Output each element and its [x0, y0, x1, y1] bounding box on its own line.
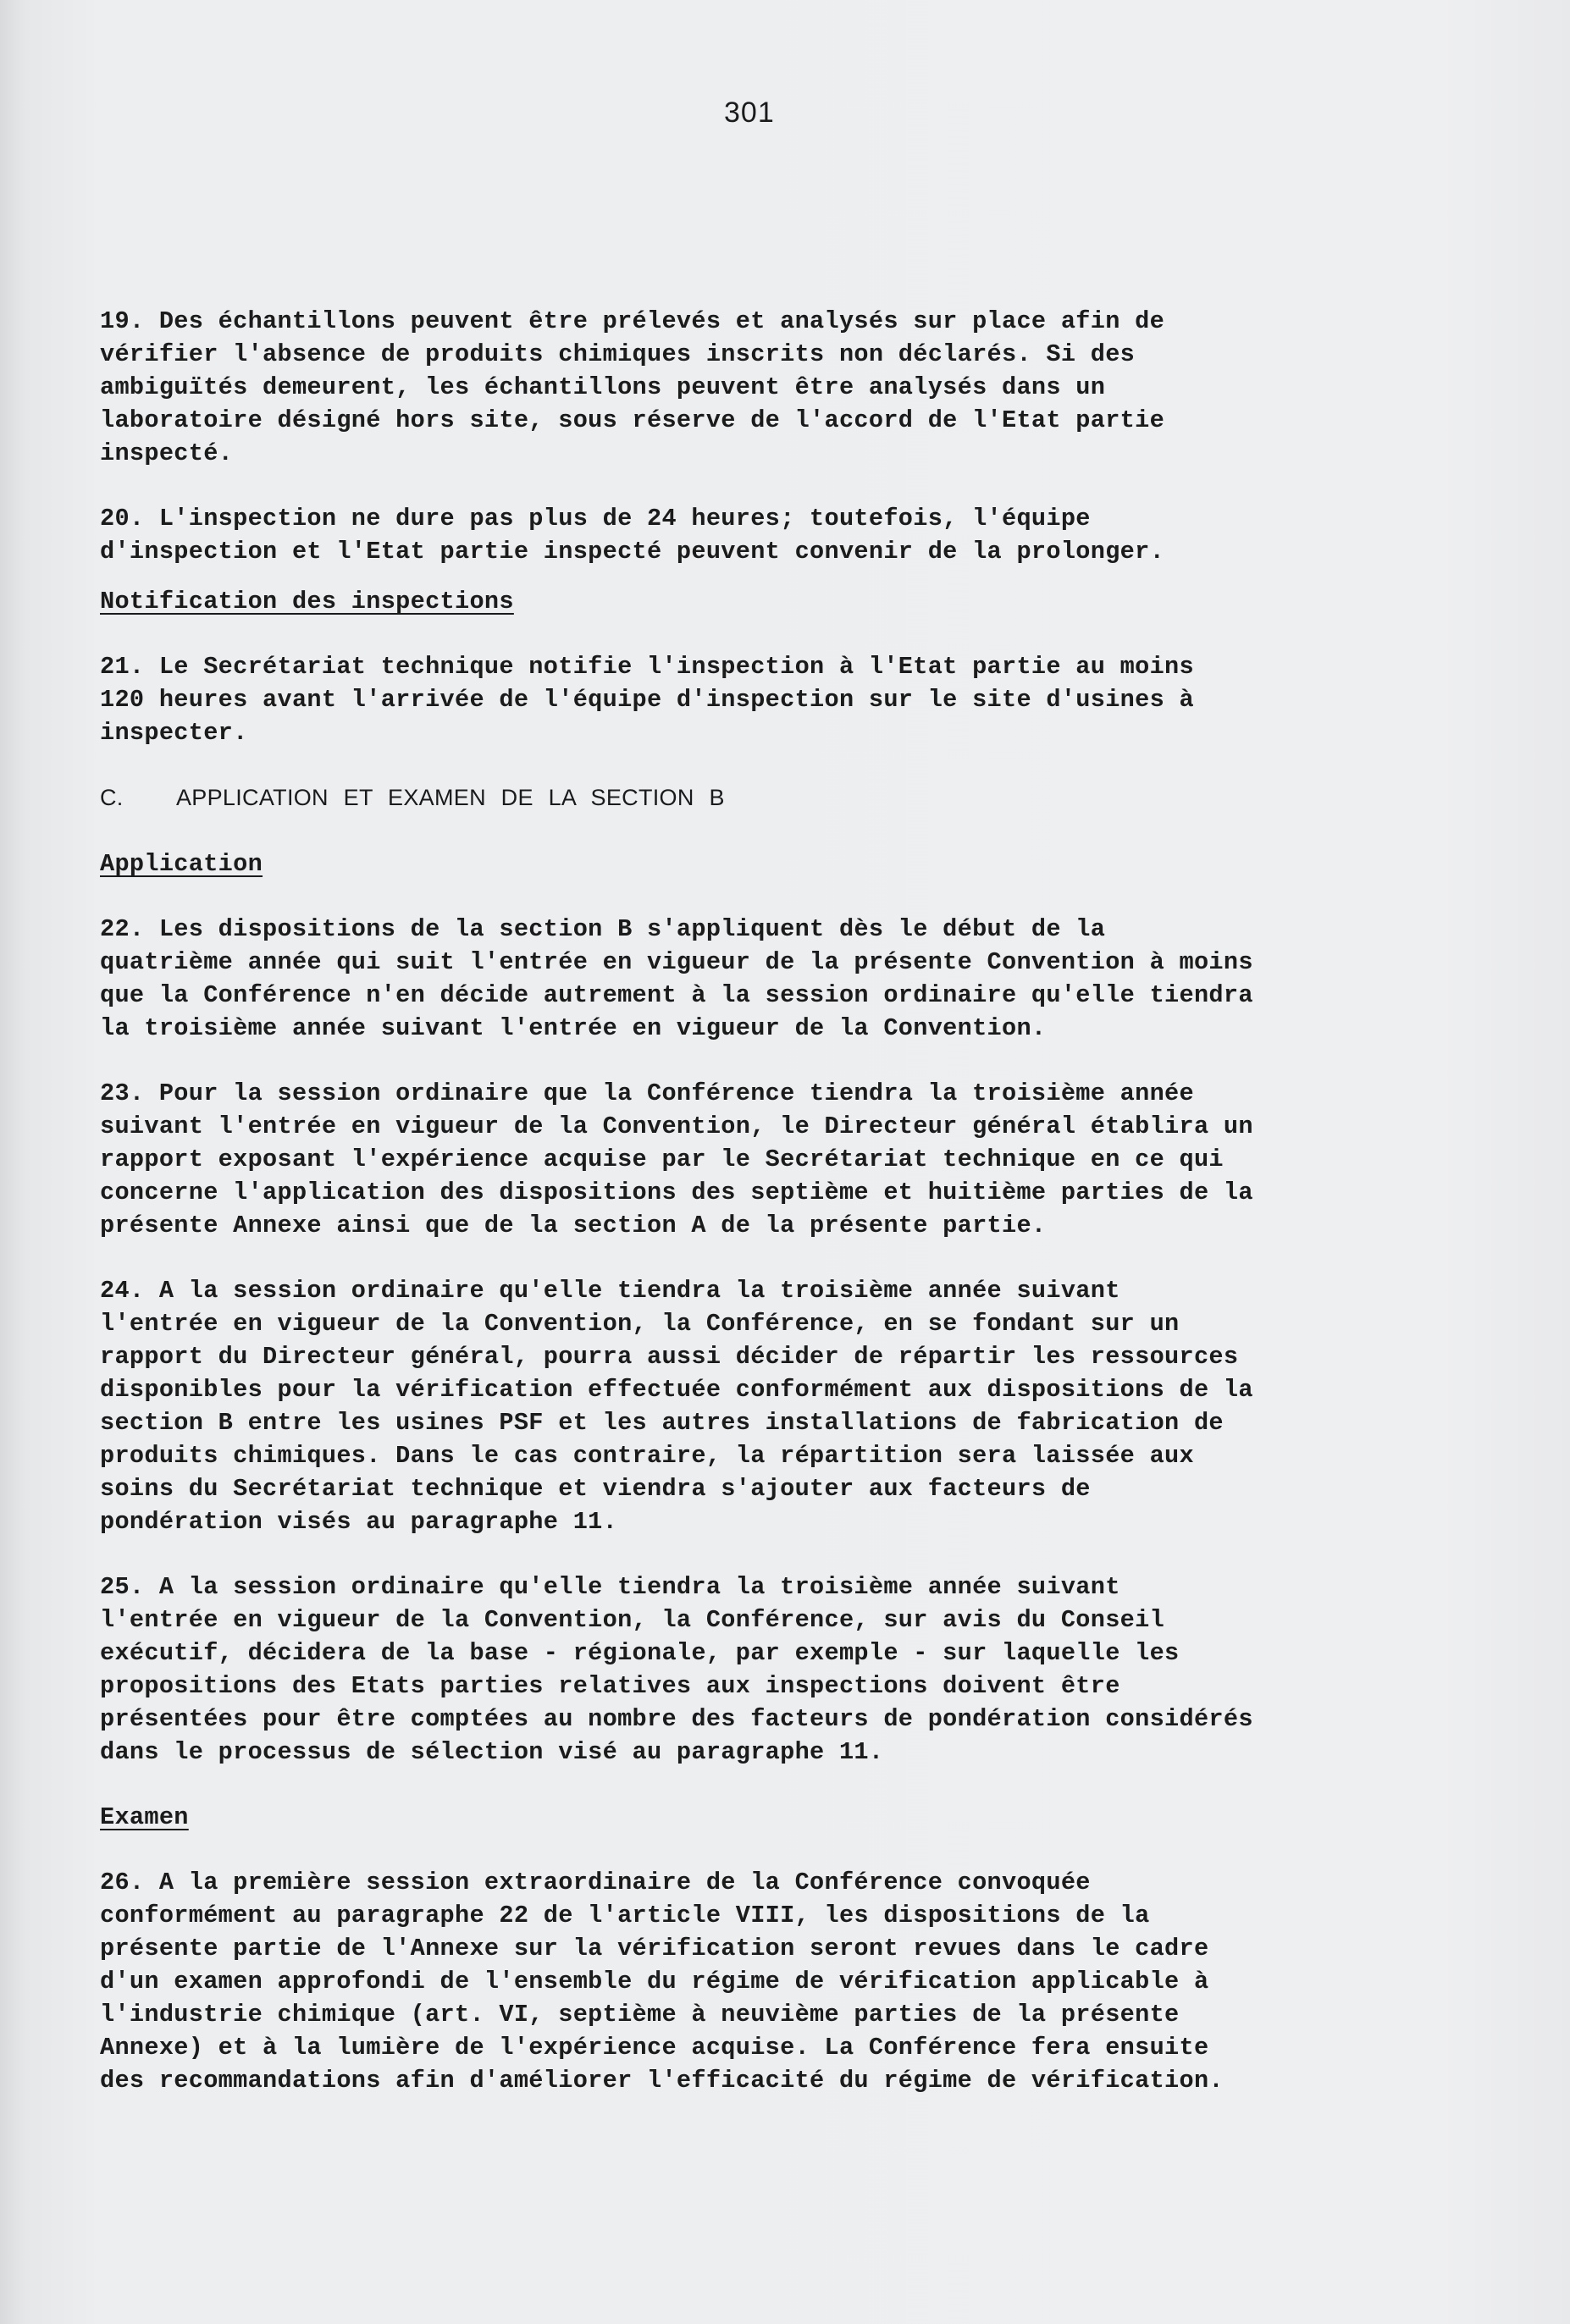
heading-notification-label: Notification des inspections: [100, 588, 514, 616]
heading-notification: [100, 585, 1370, 618]
paragraph-23: 23. Pour la session ordinaire que la Conférence tiendra la troisième année suivant l'entrée en vigueur de la Convention, le Directeur général établira un rapport exposant l'expérience acquise par le Secrétariat technique en ce qui concerne l'application des dispositions des septième et huitième parties de la présente Annexe ainsi que de la section A de la présente partie.: [100, 1079, 1253, 1239]
paragraph-19: 19. Des échantillons peuvent être prélevés et analysés sur place afin de vérifier l'absence de produits chimiques inscrits non déclarés. Si des ambiguïtés demeurent, les échantillons peuvent être analysés dans un laboratoire désigné hors site, sous réserve de l'accord de l'Etat partie inspecté.: [100, 307, 1165, 467]
paragraph-21: 21. Le Secrétariat technique notifie l'inspection à l'Etat partie au moins 120 heures avant l'arrivée de l'équipe d'inspection sur le site d'usines à inspecter.: [100, 653, 1194, 747]
page-number: 301: [724, 97, 775, 129]
section-c-heading: [100, 781, 1370, 815]
paragraph-20: 20. L'inspection ne dure pas plus de 24 heures; toutefois, l'équipe d'inspection et l'Etat partie inspecté peuvent convenir de la prolonger.: [100, 505, 1165, 566]
document-body: [100, 305, 1370, 2129]
paragraph-22: 22. Les dispositions de la section B s'appliquent dès le début de la quatrième année qui suit l'entrée en vigueur de la présente Convention à moins que la Conférence n'en décide autrement à la session ordinaire qu'elle tiendra la troisième année suivant l'entrée en vigueur de la Convention.: [100, 915, 1253, 1042]
paragraph-25: 25. A la session ordinaire qu'elle tiendra la troisième année suivant l'entrée en vigueur de la Convention, la Conférence, sur avis du Conseil exécutif, décidera de la base - régionale, par exemple - sur laquelle les propositions des Etats parties relatives aux inspections doivent être présentées pour être comptées au nombre des facteurs de pondération considérés dans le processus de sélection visé au paragraphe 11.: [100, 1573, 1253, 1766]
heading-examen: [100, 1801, 1370, 1834]
heading-application-label: Application: [100, 850, 263, 878]
section-c-letter: C.: [100, 785, 124, 810]
section-c-title: APPLICATION ET EXAMEN DE LA SECTION B: [176, 785, 725, 810]
paragraph-24: 24. A la session ordinaire qu'elle tiendra la troisième année suivant l'entrée en vigueur de la Convention, la Conférence, en se fondant sur un rapport du Directeur général, pourra aussi décider de répartir les ressources disponibles pour la vérification effectuée conformément aux dispositions de la section B entre les usines PSF et les autres installations de fabrication de produits chimiques. Dans le cas contraire, la répartition sera laissée aux soins du Secrétariat technique et viendra s'ajouter aux facteurs de pondération visés au paragraphe 11.: [100, 1277, 1253, 1536]
heading-examen-label: Examen: [100, 1803, 189, 1831]
paragraph-26: 26. A la première session extraordinaire de la Conférence convoquée conformément au paragraphe 22 de l'article VIII, les dispositions de la présente partie de l'Annexe sur la vérification seront revues dans le cadre d'un examen approfondi de l'ensemble du régime de vérification applicable à l'industrie chimique (art. VI, septième à neuvième parties de la présente Annexe) et à la lumière de l'expérience acquise. La Conférence fera ensuite des recommandations afin d'améliorer l'efficacité du régime de vérification.: [100, 1869, 1224, 2095]
heading-application: [100, 847, 1370, 880]
